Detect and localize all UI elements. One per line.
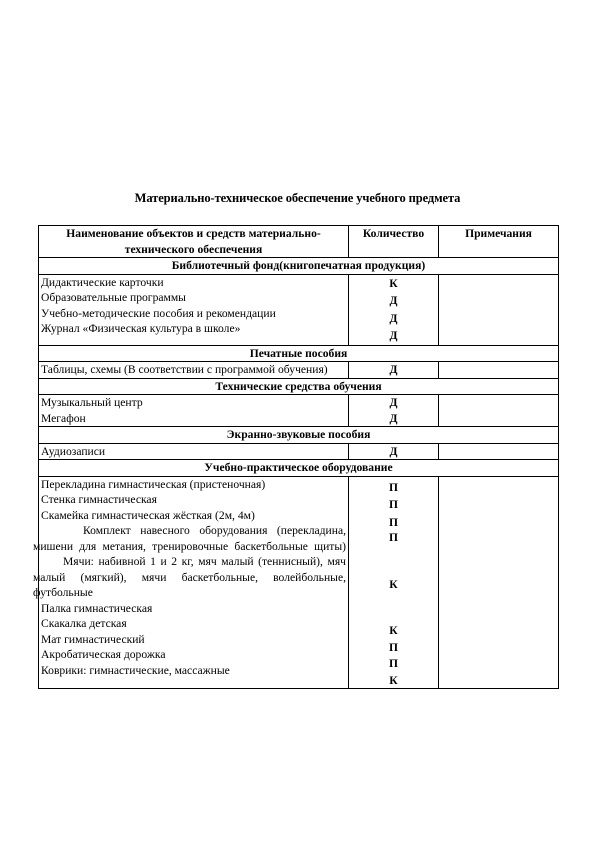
- item-qty: П: [388, 531, 399, 544]
- header-qty: Количество: [349, 226, 439, 258]
- item-qty: П: [388, 657, 399, 670]
- items-notes: [439, 395, 559, 427]
- item-qty: Д: [389, 411, 398, 425]
- item-qty: П: [388, 498, 399, 511]
- item-name: Палка гимнастическая: [41, 601, 153, 615]
- section-items-row: [39, 443, 559, 460]
- item-name: Таблицы, схемы (В соответствии с программой обучения): [39, 362, 349, 379]
- items-qty: [349, 395, 439, 427]
- item-name: Дидактические карточки: [41, 275, 164, 289]
- item-qty: К: [389, 276, 398, 290]
- item-qty: П: [388, 515, 399, 529]
- items-qty: [349, 274, 439, 345]
- item-qty: К: [389, 624, 398, 637]
- item-qty: К: [389, 673, 398, 687]
- header-notes: Примечания: [439, 226, 559, 258]
- item-qty: Д: [389, 329, 398, 342]
- items-notes: [439, 443, 559, 460]
- equipment-table: [33, 225, 559, 689]
- item-name: Акробатическая дорожка: [41, 648, 166, 661]
- section-items-row: [39, 274, 559, 345]
- section-title: Учебно-практическое оборудование: [39, 460, 559, 477]
- items-names: [39, 274, 349, 345]
- item-qty: К: [389, 577, 398, 591]
- item-name: Мячи: набивной 1 и 2 кг, мяч малый (теннисный), мяч малый (мягкий), мячи баскетбольные, волейбольные, футбольные: [33, 555, 346, 599]
- item-name: Мегафон: [41, 411, 86, 425]
- header-name: Наименование объектов и средств материально-технического обеспечения: [39, 226, 349, 258]
- item-name: Учебно-методические пособия и рекомендации: [41, 306, 276, 320]
- item-name: Стенка гимнастическая: [41, 493, 157, 506]
- item-name: Коврики: гимнастические, массажные: [41, 663, 230, 677]
- item-name: Аудиозаписи: [39, 443, 349, 460]
- item-qty: Д: [389, 294, 398, 307]
- item-name: Журнал «Физическая культура в школе»: [41, 322, 241, 335]
- items-names: [33, 476, 349, 689]
- item-qty: Д: [389, 311, 398, 325]
- item-name: Мат гимнастический: [41, 632, 145, 646]
- item-name: Перекладина гимнастическая (пристеночная): [41, 477, 266, 491]
- item-qty: П: [388, 640, 399, 654]
- section-items-row: [39, 395, 559, 427]
- header-row: [39, 226, 559, 258]
- item-qty: Д: [349, 443, 439, 460]
- item-qty: Д: [349, 362, 439, 379]
- item-qty: П: [388, 480, 399, 494]
- items-qty: [349, 476, 439, 689]
- section-row: [39, 378, 559, 395]
- section-row: [39, 258, 559, 275]
- items-notes: [439, 362, 559, 379]
- item-name: Скамейка гимнастическая жёсткая (2м, 4м): [41, 508, 255, 522]
- section-items-row: [39, 362, 559, 379]
- section-items-row: [39, 476, 559, 689]
- items-names: [39, 395, 349, 427]
- item-qty: Д: [389, 396, 398, 409]
- section-title: Библиотечный фонд(книгопечатная продукция): [39, 258, 559, 275]
- section-row: [39, 427, 559, 444]
- item-name: Образовательные программы: [41, 291, 186, 304]
- document-title: Материально-техническое обеспечение учебного предмета: [134, 191, 461, 205]
- section-row: [39, 460, 559, 477]
- item-name: Скакалка детская: [41, 617, 127, 630]
- items-notes: [439, 274, 559, 345]
- section-row: [39, 345, 559, 362]
- items-notes: [439, 476, 559, 689]
- item-name: Музыкальный центр: [41, 396, 143, 409]
- section-title: Печатные пособия: [39, 345, 559, 362]
- section-title: Технические средства обучения: [39, 378, 559, 395]
- item-name: Комплект навесного оборудования (перекладина, мишени для метания, тренировочные баскетбольные щиты): [33, 524, 346, 553]
- section-title: Экранно-звуковые пособия: [39, 427, 559, 444]
